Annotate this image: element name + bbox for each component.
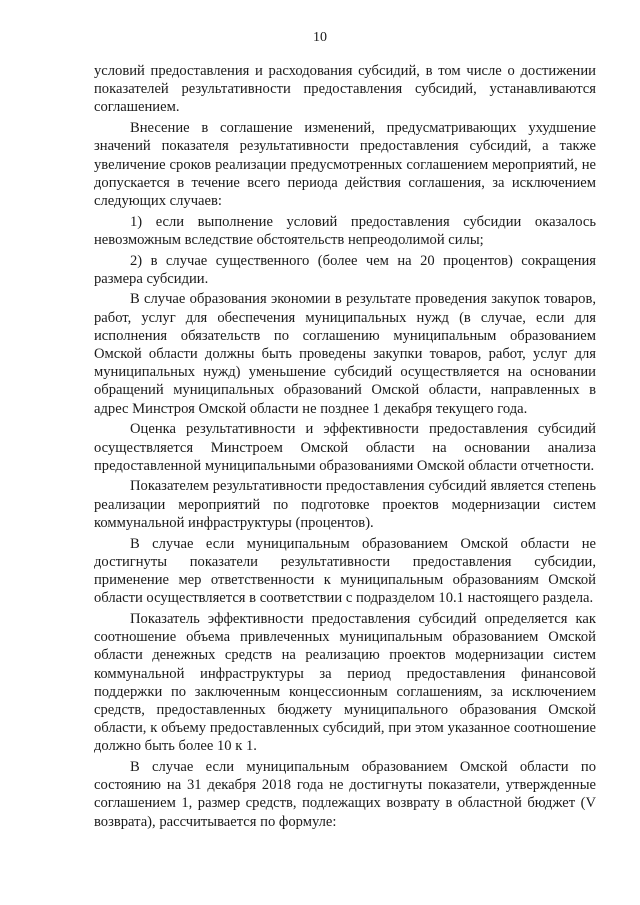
paragraph-agreement-changes: Внесение в соглашение изменений, предусматривающих ухудшение значений показателя результативности предоставления субсидий, а также увеличение сроков реализации предусмотренных соглашением мероприятий, не допускается в течение всего периода действия соглашения, за исключением следующих случаев: bbox=[94, 120, 596, 209]
paragraph-responsibility: В случае если муниципальным образованием Омской области не достигнуты показатели результативности предоставления субсидии, применение мер ответственности к муниципальным образованиям Омской области осуществляется в соответствии с подразделом 10.1 настоящего раздела. bbox=[94, 535, 596, 607]
list-item-force-majeure: 1) если выполнение условий предоставления субсидии оказалось невозможным вследствие обстоятельств непреодолимой силы; bbox=[94, 213, 596, 248]
document-body bbox=[94, 62, 596, 833]
paragraph-procurement-savings: В случае образования экономии в результате проведения закупок товаров, работ, услуг для обеспечения муниципальных нужд (в случае, если для исполнения обязательств по соглашению муниципальным образованием Омской области должны быть проведены закупки товаров, работ, услуг для муниципальных нужд) уменьшение субсидий осуществляется на основании обращений муниципальных образований Омской области, направленных в адрес Минстроя Омской области не позднее 1 декабря текущего года. bbox=[94, 291, 596, 417]
paragraph-refund-formula: В случае если муниципальным образованием Омской области по состоянию на 31 декабря 2018 года не достигнуты показатели, утвержденные соглашением 1, размер средств, подлежащих возврату в областной бюджет (V возврата), рассчитывается по формуле: bbox=[94, 759, 596, 830]
paragraph-continuation: условий предоставления и расходования субсидий, в том числе о достижении показателей результативности предоставления субсидий, устанавливаются соглашением. bbox=[94, 63, 596, 116]
paragraph-efficiency-indicator: Показатель эффективности предоставления субсидий определяется как соотношение объема привлеченных муниципальным образованием Омской области денежных средств на реализацию проектов модернизации систем коммунальной инфраструктуры за период предоставления финансовой поддержки по заключенным концессионным соглашениям, за исключением средств, предоставленных бюджету муниципального образования Омской области, к объему предоставленных субсидий, при этом указанное соотношение должно быть более 10 к 1. bbox=[94, 610, 596, 755]
paragraph-result-indicator: Показателем результативности предоставления субсидий является степень реализации мероприятий по подготовке проектов модернизации систем коммунальной инфраструктуры (процентов). bbox=[94, 478, 596, 531]
page-number: 10 bbox=[313, 30, 327, 45]
paragraph-assessment: Оценка результативности и эффективности предоставления субсидий осуществляется Минстроем Омской области на основании анализа предоставленной муниципальными образованиями Омской области отчетности. bbox=[94, 421, 596, 474]
list-item-subsidy-reduction: 2) в случае существенного (более чем на 20 процентов) сокращения размера субсидии. bbox=[94, 252, 596, 287]
